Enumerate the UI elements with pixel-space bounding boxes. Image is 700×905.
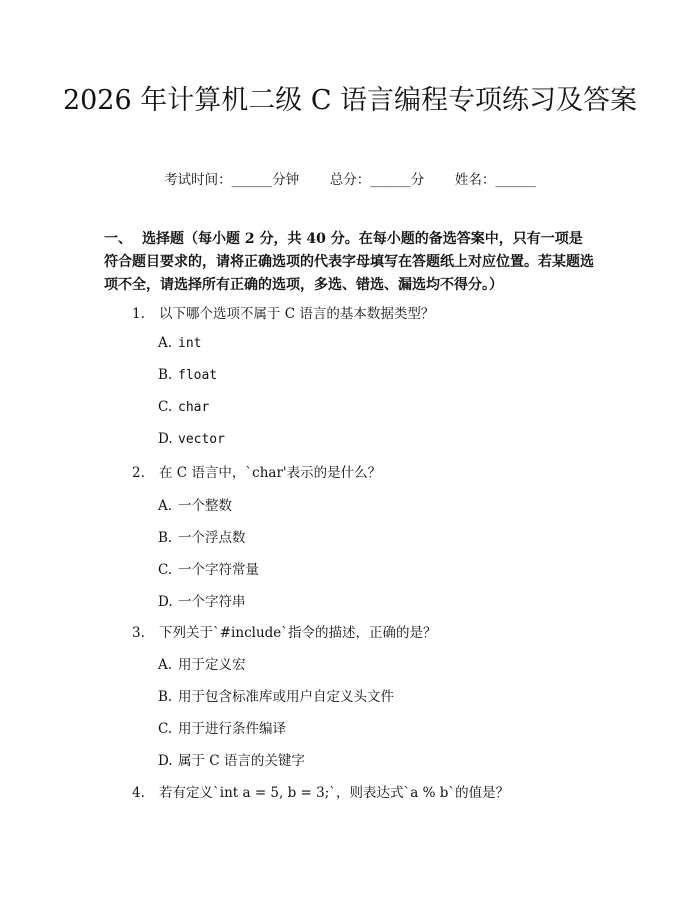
option-3b [158, 685, 394, 705]
option-text: float [178, 368, 218, 383]
exam-name: 姓名：______ [454, 172, 536, 188]
option-3c [158, 717, 286, 737]
question-number: 4. [132, 785, 145, 801]
question-number: 2. [132, 465, 145, 481]
option-text: 一个字符常量 [178, 562, 259, 578]
option-letter: C. [158, 399, 173, 415]
option-1a [158, 335, 201, 351]
option-text: 一个浮点数 [178, 530, 246, 546]
option-3a [158, 653, 246, 673]
option-text: vector [178, 432, 225, 447]
option-text: char [178, 400, 210, 415]
question-1 [132, 302, 434, 322]
exam-total-score: 总分：______分 [329, 172, 425, 188]
option-letter: A. [158, 657, 173, 673]
option-2a [158, 494, 232, 514]
question-text: 在 C 语言中，`char'表示的是什么？ [159, 465, 382, 481]
option-text: 用于定义宏 [178, 657, 246, 673]
option-text: int [178, 336, 202, 351]
question-3 [132, 621, 437, 641]
option-letter: B. [158, 530, 173, 546]
option-letter: C. [158, 562, 173, 578]
option-letter: A. [158, 335, 173, 351]
question-number: 1. [132, 306, 145, 322]
option-1b [158, 367, 217, 383]
option-3d [158, 749, 305, 769]
option-2d [158, 590, 246, 610]
option-text: 一个字符串 [178, 594, 246, 610]
option-text: 一个整数 [178, 498, 232, 514]
option-text: 用于包含标准库或用户自定义头文件 [178, 689, 394, 705]
exam-info [0, 168, 700, 188]
question-text: 下列关于`#include`指令的描述，正确的是？ [159, 625, 437, 641]
question-4 [132, 781, 509, 801]
question-2 [132, 461, 381, 481]
exam-time: 考试时间：______分钟 [164, 172, 300, 188]
option-letter: A. [158, 498, 173, 514]
option-2b [158, 526, 246, 546]
option-1c [158, 399, 209, 415]
section-number: 一、 [104, 231, 132, 247]
question-number: 3. [132, 625, 145, 641]
option-1d [158, 431, 225, 447]
question-text: 若有定义`int a = 5, b = 3;`，则表达式`a % b`的值是？ [159, 785, 510, 801]
question-text: 以下哪个选项不属于 C 语言的基本数据类型？ [159, 306, 435, 322]
option-text: 属于 C 语言的关键字 [178, 753, 305, 769]
option-letter: D. [158, 431, 173, 447]
option-letter: B. [158, 367, 173, 383]
option-letter: B. [158, 689, 173, 705]
section-instructions: 选择题（每小题 2 分，共 40 分。在每小题的备选答案中，只有一项是符合题目要求的，请将正确选项的代表字母填写在答题纸上对应位置。若某题选项不全，请选择所有正确的选项，多选、错选、漏选均不得分。） [104, 231, 594, 293]
option-text: 用于进行条件编译 [178, 721, 286, 737]
section-heading [104, 228, 596, 297]
document-title: 2026 年计算机二级 C 语言编程专项练习及答案 [62, 85, 638, 116]
option-2c [158, 558, 259, 578]
option-letter: D. [158, 594, 173, 610]
option-letter: C. [158, 721, 173, 737]
option-letter: D. [158, 753, 173, 769]
